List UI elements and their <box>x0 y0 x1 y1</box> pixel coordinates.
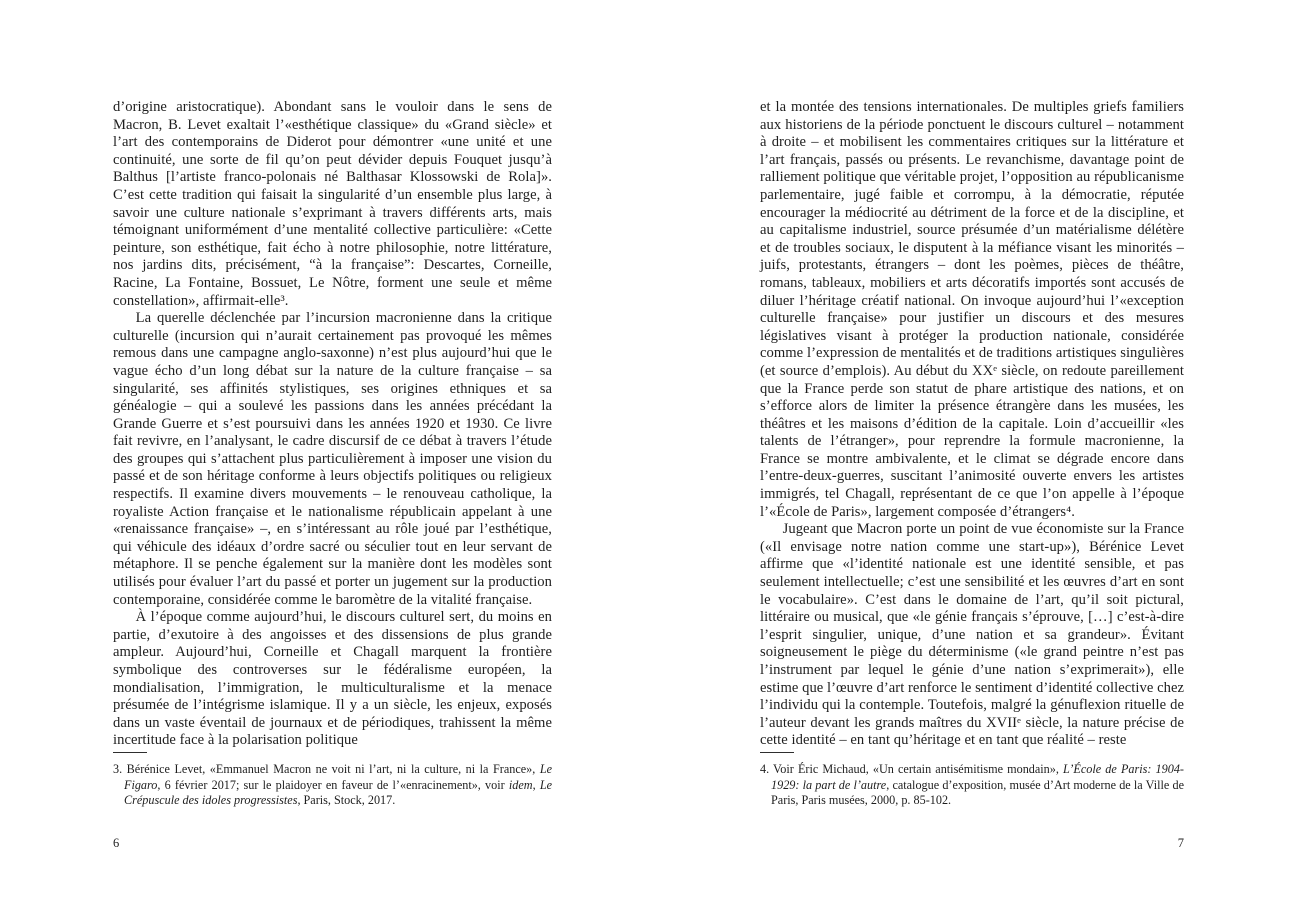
text-column-left <box>113 99 552 750</box>
footnote-text: , 6 février 2017; sur le plaidoyer en faveur de l’«enracinement», voir <box>157 777 509 792</box>
footnote-rule <box>760 752 794 753</box>
footnote-italic: idem <box>508 777 533 792</box>
footnote-text: , Paris, Stock, 2017. <box>297 793 396 808</box>
footnote-italic: Le Crépuscule des idoles progressistes <box>124 777 553 808</box>
footnote-area-left <box>113 752 552 809</box>
paragraph: Jugeant que Macron porte un point de vue économiste sur la France («Il envisage notre nation comme une start-up»), Bérénice Levet affirme que «l’identité nationale est une identité sensible, et pas seulement intellectuelle; c’est une sensibilité et les œuvres d’art en sont le vocabulaire». C’est dans le domaine de l’art, qu’il soit pictural, littéraire ou musical, que «le génie français s’éprouve, […] c’est-à-dire l’esprit singulier, unique, d’une nation et sa grandeur». Évitant soigneusement le piège du déterminisme («le grand peintre n’est pas l’instrument par lequel le génie d’une nation s’exprimerait»), elle estime que l’œuvre d’art renforce le sentiment d’identité collective chez l’individu qui la contemple. Toutefois, malgré la génuflexion rituelle de l’auteur devant les grands maîtres du XVIIᵉ siècle, la nature précise de cette identité – en tant qu’héritage et en tant que réalité – reste <box>760 521 1184 749</box>
footnote <box>760 762 1184 809</box>
footnote-rule <box>113 752 147 753</box>
paragraph: À l’époque comme aujourd’hui, le discours culturel sert, du moins en partie, d’exutoire à des angoisses et des dissensions de plus grande ampleur. Aujourd’hui, Corneille et Chagall marquent la frontière symbolique des controverses sur le fédéralisme européen, la mondialisation, l’immigration, le multiculturalisme et la menace présumée de l’intégrisme islamique. Il y a un siècle, les enjeux, exposés dans un vaste éventail de journaux et de périodiques, trahissent la même incertitude face à la polarisation politique <box>113 609 552 749</box>
footnote <box>113 762 552 809</box>
page-number: 6 <box>113 836 120 850</box>
page-number: 7 <box>1177 836 1184 850</box>
footnote-italic: Le Figaro <box>124 762 552 792</box>
footnote-area-right <box>760 752 1184 809</box>
footnote-text: , <box>532 777 540 792</box>
page-right <box>760 0 1184 913</box>
footnote-text: 4. Voir Éric Michaud, «Un certain antisémitisme mondain», <box>760 762 1064 776</box>
paragraph: La querelle déclenchée par l’incursion macronienne dans la critique culturelle (incursion qui n’aurait certainement pas provoqué les mêmes remous dans une campagne anglo-saxonne) n’est plus aujourd’hui que le vague écho d’un long débat sur la nature de la culture française – sa singularité, ses affinités stylistiques, ses origines ethniques et sa généalogie – qui a soulevé les passions dans les années précédant la Grande Guerre et s’est poursuivi dans les années 1920 et 1930. Ce livre fait revivre, en l’analysant, le cadre discursif de ce débat à travers l’étude des groupes qui s’attachent plus particulièrement à imposer une vision du passé et de son héritage conforme à leurs objectifs politiques ou religieux respectifs. Il examine divers mouvements – le renouveau catholique, la royaliste Action française et le nationalisme républicain appelant à une «renaissance française» –, en s’intéressant au rôle joué par l’esthétique, qui véhicule des idéaux d’ordre sacré ou séculier tout en leur servant de métaphore. Il se penche également sur la manière dont les modèles sont utilisés pour évaluer l’art du passé et porter un jugement sur la production contemporaine, considérée comme le baromètre de la vitalité française. <box>113 310 552 608</box>
footnote-italic: L’École de Paris: 1904-1929: la part de l’autre <box>771 762 1184 792</box>
page-left <box>113 0 552 913</box>
text-column-right <box>760 99 1184 750</box>
paragraph: d’origine aristocratique). Abondant sans le vouloir dans le sens de Macron, B. Levet exaltait l’«esthétique classique» du «Grand siècle» et l’art des contemporains de Diderot pour démontrer «une unité et une continuité, une sorte de fil qu’on peut dévider depuis Fouquet jusqu’à Balthus [l’artiste franco-polonais né Balthasar Klossowski de Rola]». C’est cette tradition qui faisait la singularité d’un ensemble plus large, à savoir une culture nationale s’exprimant à travers différents arts, mais témoignant uniformément d’une mentalité collective particulière: «Cette peinture, son esthétique, fait écho à notre philosophie, notre littérature, nos jardins dits, précisément, “à la française”: Descartes, Corneille, Racine, La Fontaine, Bossuet, Le Nôtre, forment une seule et même constellation», affirmait-elle³. <box>113 99 552 309</box>
footnote-text: , catalogue d’exposition, musée d’Art moderne de la Ville de Paris, Paris musées, 2000, p. 85-102. <box>771 777 1184 808</box>
paragraph: et la montée des tensions internationales. De multiples griefs familiers aux historiens de la période ponctuent le discours culturel – notamment à droite – et mobilisent les commentaires critiques sur la littérature et l’art français, passés ou présents. Le revanchisme, davantage point de ralliement politique que véritable projet, l’opposition au républicanisme parlementaire, jugé faible et corrompu, à la démocratie, réputée encourager la médiocrité au détriment de la force et de la discipline, et au capitalisme industriel, source présumée d’un matérialisme délétère et de troubles sociaux, le disputent à la méfiance visant les minorités – juifs, protestants, étrangers – dont les poèmes, pièces de théâtre, romans, tableaux, mobiliers et arts décoratifs importés sont accusés de diluer l’héritage créatif national. On invoque aujourd’hui l’«exception culturelle française» pour justifier un discours et des mesures législatives visant à protéger la production nationale, considérée comme l’expression de mentalités et de traditions artistiques singulières (et source d’emplois). Au début du XXᵉ siècle, on redoute pareillement que la France perde son statut de phare artistique des nations, et on s’efforce alors de limiter la présence étrangère dans les musées, les théâtres et les maisons d’édition de la capitale. Loin d’accueillir «les talents de l’étranger», pour reprendre la formule macronienne, la France se montre ambivalente, et le climat se dégrade encore dans l’entre-deux-guerres, suscitant l’animosité ouverte envers les artistes immigrés, tel Chagall, représentant de ce que l’on appelle à l’époque l’«École de Paris», largement composée d’étrangers⁴. <box>760 99 1184 520</box>
footnote-text: 3. Bérénice Levet, «Emmanuel Macron ne voit ni l’art, ni la culture, ni la France», <box>113 762 540 776</box>
